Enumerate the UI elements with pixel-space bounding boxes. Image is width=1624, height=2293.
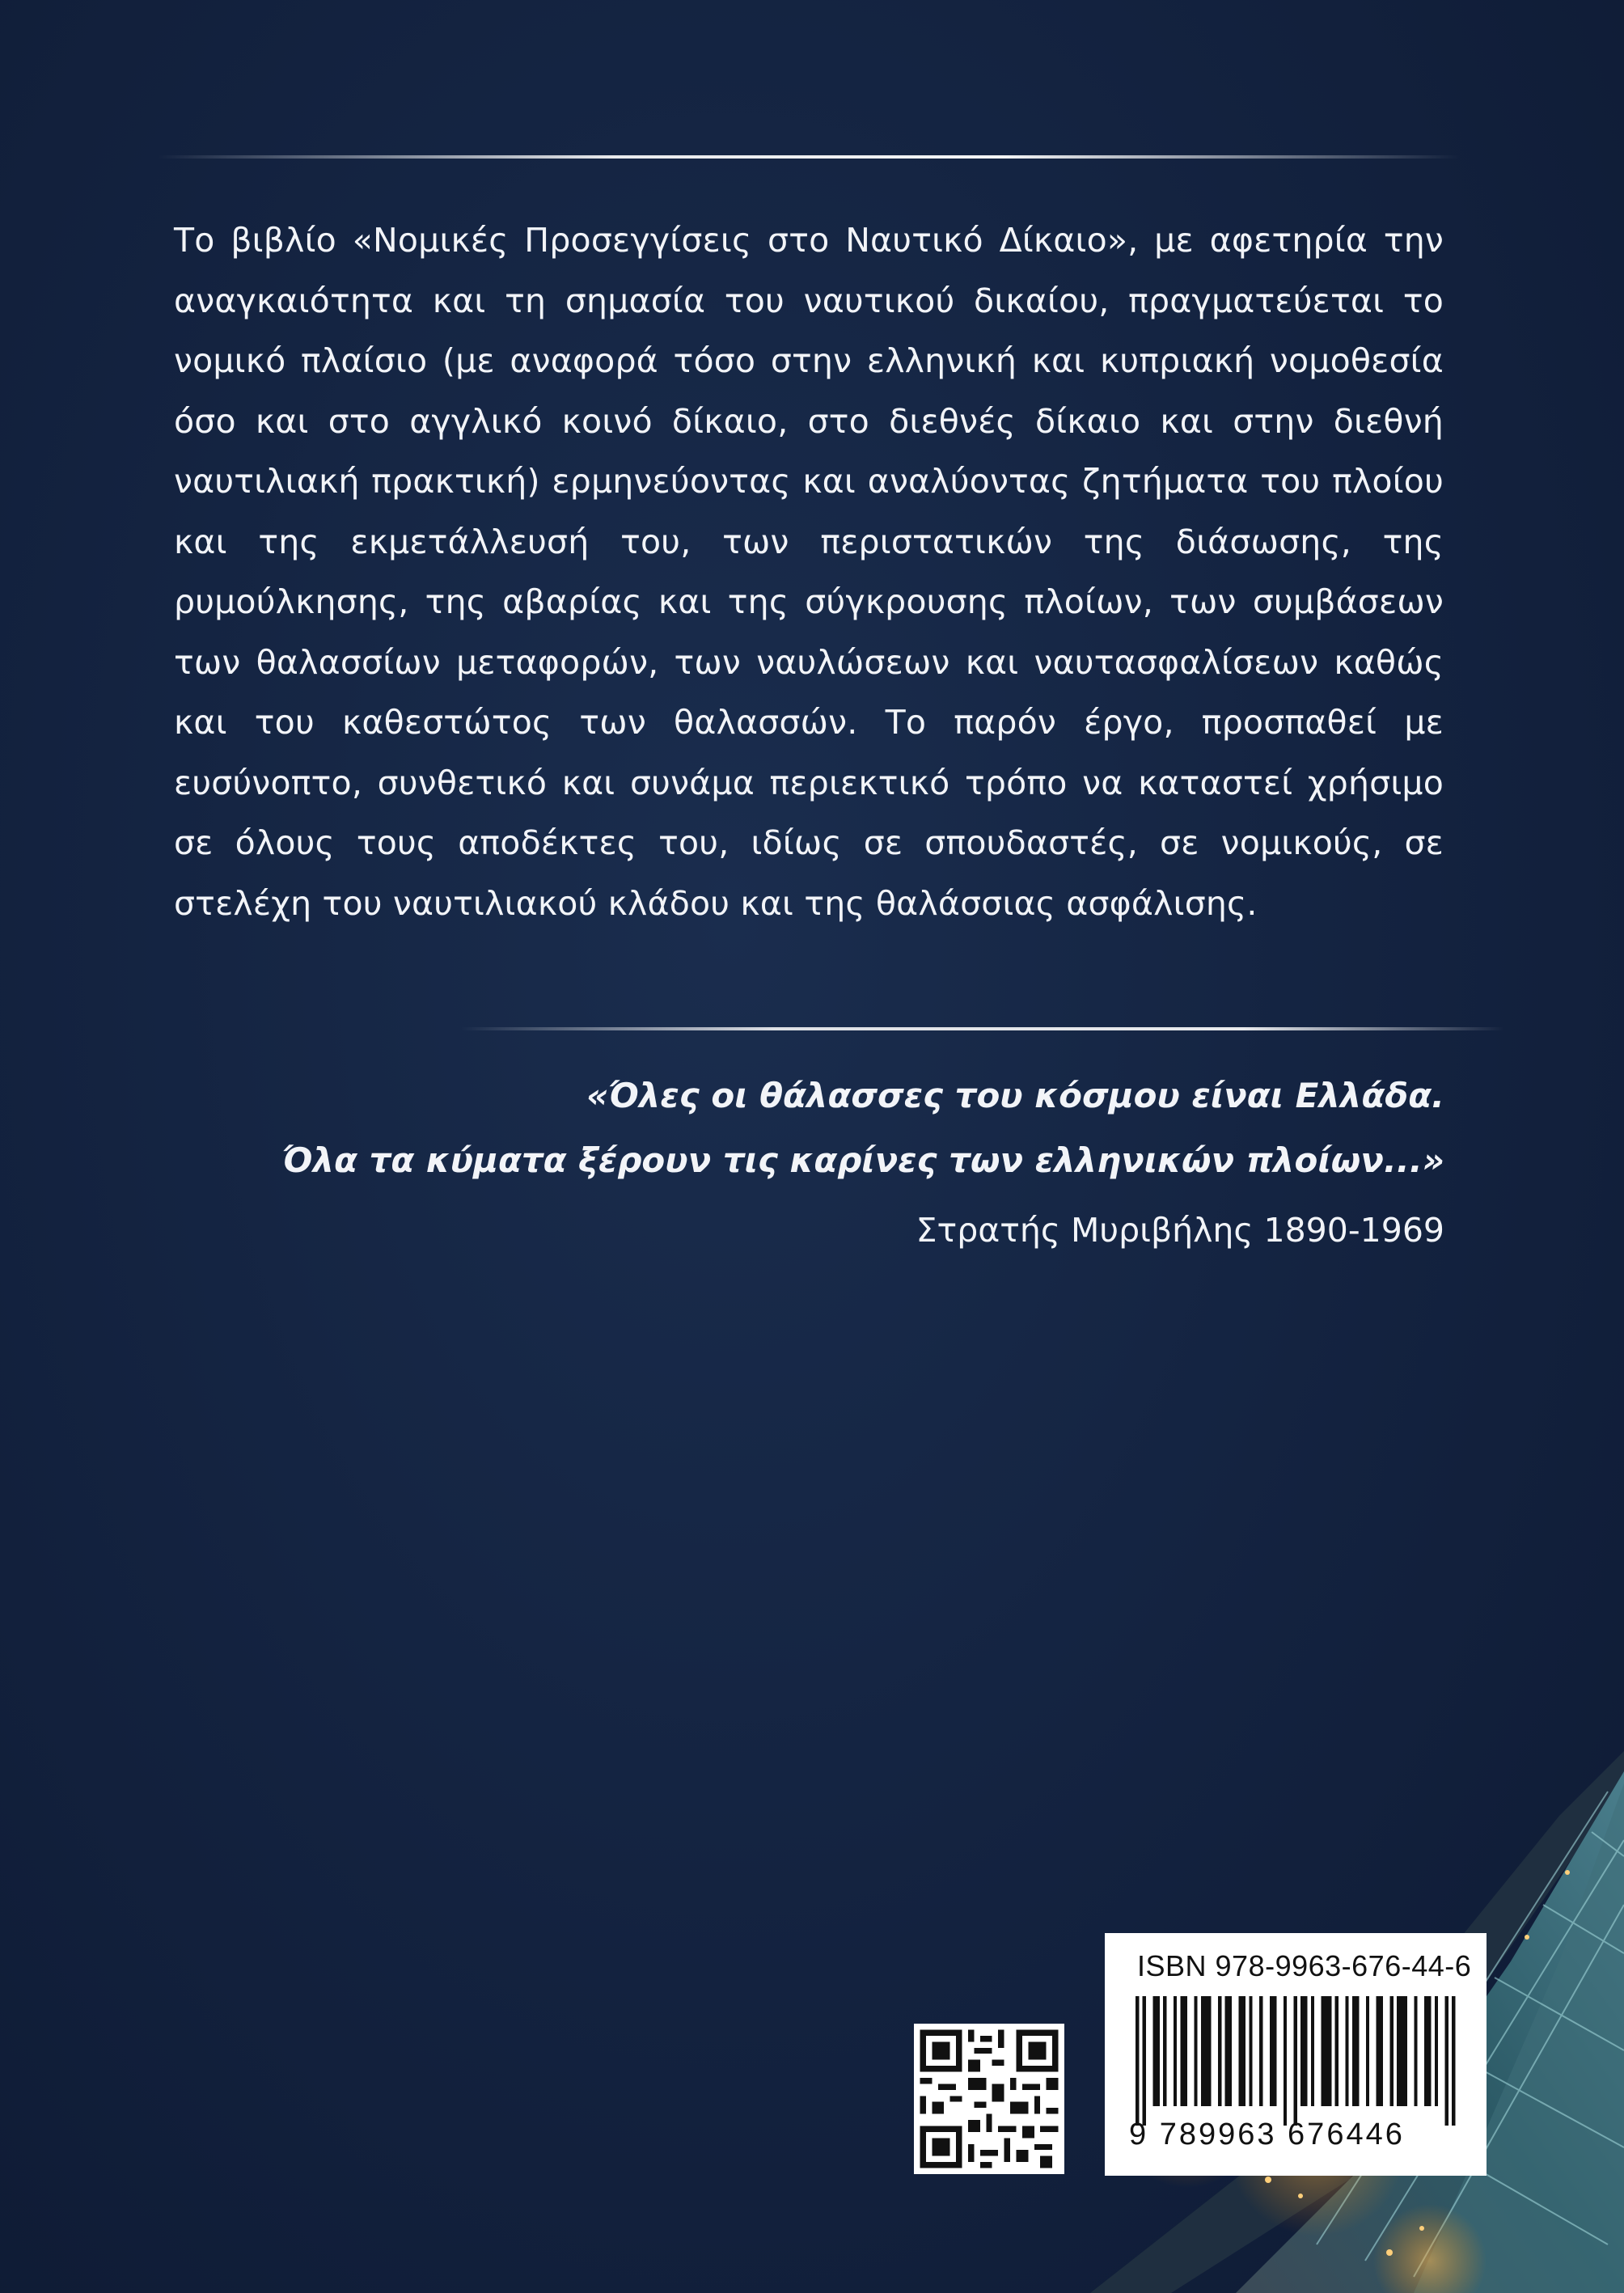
barcode bbox=[1136, 1996, 1462, 2126]
isbn-digits: 9 789963 676446 bbox=[1129, 2117, 1405, 2151]
top-divider bbox=[158, 155, 1460, 159]
quote-line-1: «Όλες οι θάλασσες του κόσμου είναι Ελλάδα. bbox=[586, 1076, 1444, 1115]
quote-author: Στρατής Μυριβήλης 1890-1969 bbox=[916, 1211, 1444, 1250]
quote-divider bbox=[461, 1027, 1504, 1030]
quote-line-2: Όλα τα κύματα ξέρουν τις καρίνες των ελληνικών πλοίων...» bbox=[282, 1140, 1444, 1180]
isbn-label: ISBN 978-9963-676-44-6 bbox=[1137, 1949, 1472, 1982]
book-description: Το βιβλίο «Νομικές Προσεγγίσεις στο Ναυτικό Δίκαιο», με αφετηρία την αναγκαιότητα και τη σημασία του ναυτικού δικαίου, πραγματεύεται το νομικό πλαίσιο (με αναφορά τόσο στην ελληνική και κυπριακή νομοθεσία όσο και στο αγγλικό κοινό δίκαιο, στο διεθνές δίκαιο και στην διεθνή ναυτιλιακή πρακτική) ερμηνεύοντας και αναλύοντας ζητήματα του πλοίου και της εκμετάλλευσή του, των περιστατικών της διάσωσης, της ρυμούλκησης, της αβαρίας και της σύγκρουσης πλοίων, των συμβάσεων των θαλασσίων μεταφορών, των ναυλώσεων και ναυτασφαλίσεων καθώς και του καθεστώτος των θαλασσών. Το παρόν έργο, προσπαθεί με ευσύνοπτο, συνθετικό και συνάμα περιεκτικό τρόπο να καταστεί χρήσιμο σε όλους τους αποδέκτες του, ιδίως σε σπουδαστές, σε νομικούς, σε στελέχη του ναυτιλιακού κλάδου και της θαλάσσιας ασφάλισης. bbox=[174, 221, 1444, 923]
quote-block bbox=[282, 1064, 1444, 1263]
isbn-barcode-box bbox=[1105, 1933, 1487, 2176]
qr-code[interactable] bbox=[914, 2024, 1064, 2174]
